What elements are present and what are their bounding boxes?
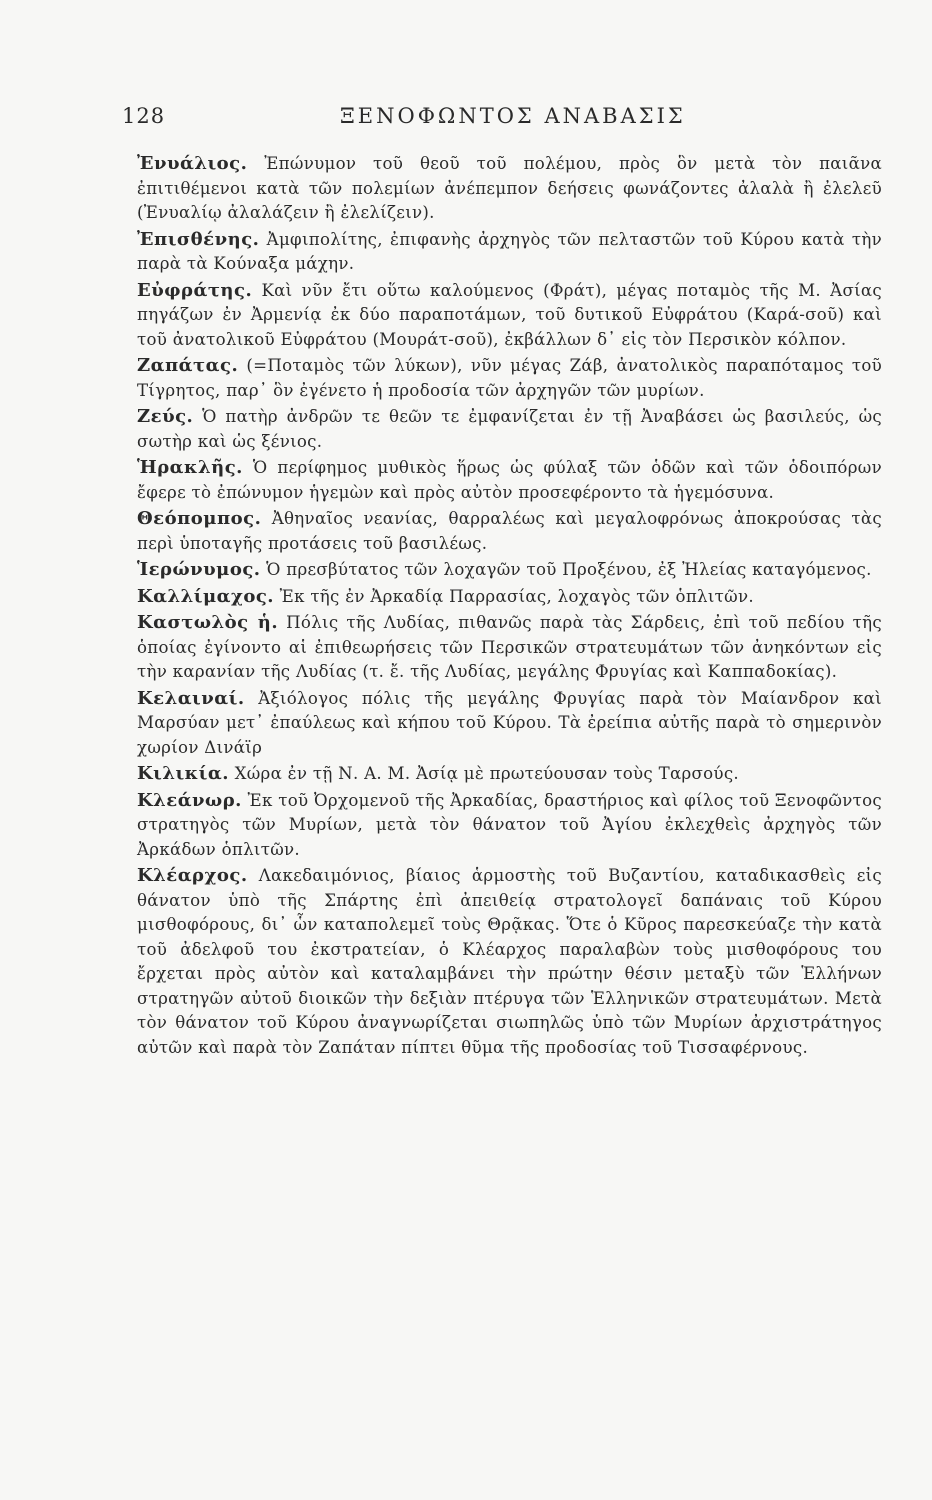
entry-definition: Ὁ περίφημος μυθικὸς ἥρως ὡς φύλαξ τῶν ὁδῶν καὶ τῶν ὁδοιπόρων ἔφερε τὸ ἐπώνυμον ἡγεμὼν καὶ πρὸς αὐτὸν προσεφέροντο τὰ ἡγεμόσυνα.: [137, 458, 882, 502]
entry-term: Καλλίμαχος.: [137, 585, 275, 607]
glossary-entry: [137, 152, 882, 226]
glossary-entry: [137, 456, 882, 505]
glossary-entry: [137, 558, 882, 583]
running-title: ΞΕΝΟΦΩΝΤΟΣ ΑΝΑΒΑΣΙΣ: [340, 104, 686, 128]
entry-term: Εὐφράτης.: [137, 279, 253, 301]
glossary-entry: [137, 687, 882, 761]
glossary-entry: [137, 585, 882, 610]
entry-term: Ἡρακλῆς.: [137, 457, 243, 478]
entry-term: Ἐπισθένης.: [137, 228, 260, 250]
entry-definition: Ἀξιόλογος πόλις τῆς μεγάλης Φρυγίας παρὰ τὸν Μαίανδρον καὶ Μαρσύαν μετ᾽ ἐπαύλεως καὶ κήπου τοῦ Κύρου. Τὰ ἐρείπια αὐτῆς παρὰ τὸ σημερινὸν χωρίον Δινάϊρ: [137, 688, 882, 757]
entry-definition: Καὶ νῦν ἔτι οὕτω καλούμενος (Φράτ), μέγας ποταμὸς τῆς Μ. Ἀσίας πηγάζων ἐν Ἀρμενίᾳ ἐκ δύο παραποτάμων, τοῦ δυτικοῦ Εὐφράτου (Καρά-σοῦ) καὶ τοῦ ἀνατολικοῦ Εὐφράτου (Μουράτ-σοῦ), ἐκβάλλων δ᾽ εἰς τὸν Περσικὸν κόλπον.: [137, 280, 882, 349]
entry-definition: Λακεδαιμόνιος, βίαιος ἁρμοστὴς τοῦ Βυζαντίου, καταδικασθεὶς εἰς θάνατον ὑπὸ τῆς Σπάρτης ἐπὶ ἀπειθείᾳ στρατολογεῖ δαπάναις τοῦ Κύρου μισθοφόρους, δι᾽ ὧν καταπολεμεῖ τοὺς Θρᾷκας. Ὅτε ὁ Κῦρος παρεσκεύαζε τὴν κατὰ τοῦ ἀδελφοῦ του ἐκστρατείαν, ὁ Κλέαρχος παραλαβὼν τοὺς μισθοφόρους του ἔρχεται πρὸς αὐτὸν καὶ καταλαμβάνει τὴν πρώτην θέσιν μεταξὺ τῶν Ἑλλήνων στρατηγῶν αὐτοῦ διοικῶν τὴν δεξιὰν πτέρυγα τῶν Ἑλληνικῶν στρατευμάτων. Μετὰ τὸν θάνατον τοῦ Κύρου ἀναγνωρίζεται σιωπηλῶς ὑπὸ τῶν Μυρίων ἀρχιστράτηγος αὐτῶν καὶ παρὰ τὸν Ζαπάταν πίπτει θῦμα τῆς προδοσίας τοῦ Τισσαφέρνους.: [137, 866, 882, 1057]
glossary-entry: [137, 762, 882, 787]
page-number: 128: [122, 104, 166, 128]
entry-term: Κιλικία.: [137, 763, 230, 784]
entry-definition: Ἐκ τοῦ Ὀρχομενοῦ τῆς Ἀρκαδίας, δραστήριος καὶ φίλος τοῦ Ξενοφῶντος στρατηγὸς τῶν Μυρίων, μετὰ τὸν θάνατον τοῦ Ἀγίου ἐκλεχθεὶς ἀρχηγὸς τῶν Ἀρκάδων ὁπλιτῶν.: [137, 790, 882, 859]
entry-definition: Πόλις τῆς Λυδίας, πιθανῶς παρὰ τὰς Σάρδεις, ἐπὶ τοῦ πεδίου τῆς ὁποίας ἐγίνοντο αἱ ἐπιθεωρήσεις τῶν Περσικῶν στρατευμάτων τῶν ἀνηκόντων εἰς τὴν καρανίαν τῆς Λυδίας (τ. ἔ. τῆς Λυδίας, μεγάλης Φρυγίας καὶ Καππαδοκίας).: [137, 613, 882, 681]
entry-definition: (=Ποταμὸς τῶν λύκων), νῦν μέγας Ζάβ, ἀνατολικὸς παραπόταμος τοῦ Τίγρητος, παρ᾽ ὃν ἐγένετο ἡ προδοσία τῶν ἀρχηγῶν τῶν μυρίων.: [137, 356, 882, 400]
glossary-entry: [137, 354, 882, 403]
glossary-entry: [137, 279, 882, 353]
glossary-entry: [137, 864, 882, 1060]
glossary-entry: [137, 228, 882, 277]
glossary-entries: [137, 152, 882, 1062]
page-header: [122, 104, 882, 134]
entry-term: Ἐνυάλιος.: [137, 153, 248, 174]
glossary-entry: [137, 507, 882, 556]
glossary-entry: [137, 611, 882, 685]
entry-definition: Ὁ πατὴρ ἀνδρῶν τε θεῶν τε ἐμφανίζεται ἐν τῇ Ἀναβάσει ὡς βασιλεύς, ὡς σωτὴρ καὶ ὡς ξένιος.: [137, 407, 882, 451]
entry-definition: Ἐκ τῆς ἐν Ἀρκαδίᾳ Παρρασίας, λοχαγὸς τῶν ὁπλιτῶν.: [274, 586, 754, 606]
entry-term: Κλεάνωρ.: [137, 789, 242, 811]
glossary-entry: [137, 789, 882, 863]
entry-term: Ζεύς.: [137, 406, 194, 427]
entry-term: Ζαπάτας.: [137, 355, 239, 376]
entry-definition: Ἐπώνυμον τοῦ θεοῦ τοῦ πολέμου, πρὸς ὃν μετὰ τὸν παιᾶνα ἐπιτιθέμενοι κατὰ τῶν πολεμίων ἀνέπεμπον δεήσεις φωνάζοντες ἀλαλὰ ἢ ἐλελεῦ (Ἐνυαλίῳ ἀλαλάζειν ἢ ἐλελίζειν).: [137, 154, 882, 222]
entry-term: Καστωλὸς ἡ.: [137, 612, 279, 633]
entry-term: Ἱερώνυμος.: [137, 559, 261, 580]
entry-definition: Ἀθηναῖος νεανίας, θαρραλέως καὶ μεγαλοφρόνως ἀποκρούσας τὰς περὶ ὑποταγῆς προτάσεις τοῦ βασιλέως.: [137, 509, 882, 553]
entry-term: Κλέαρχος.: [137, 865, 248, 886]
entry-term: Θεόπομπος.: [137, 508, 262, 529]
entry-definition: Ἀμφιπολίτης, ἐπιφανὴς ἀρχηγὸς τῶν πελταστῶν τοῦ Κύρου κατὰ τὴν παρὰ τὰ Κούναξα μάχην.: [137, 229, 882, 273]
entry-definition: Ὁ πρεσβύτατος τῶν λοχαγῶν τοῦ Προξένου, ἐξ Ἠλείας καταγόμενος.: [260, 560, 872, 579]
entry-definition: Χώρα ἐν τῇ Ν. Α. Μ. Ἀσίᾳ μὲ πρωτεύουσαν τοὺς Ταρσούς.: [229, 764, 739, 783]
glossary-entry: [137, 405, 882, 454]
entry-term: Κελαιναί.: [137, 687, 245, 709]
